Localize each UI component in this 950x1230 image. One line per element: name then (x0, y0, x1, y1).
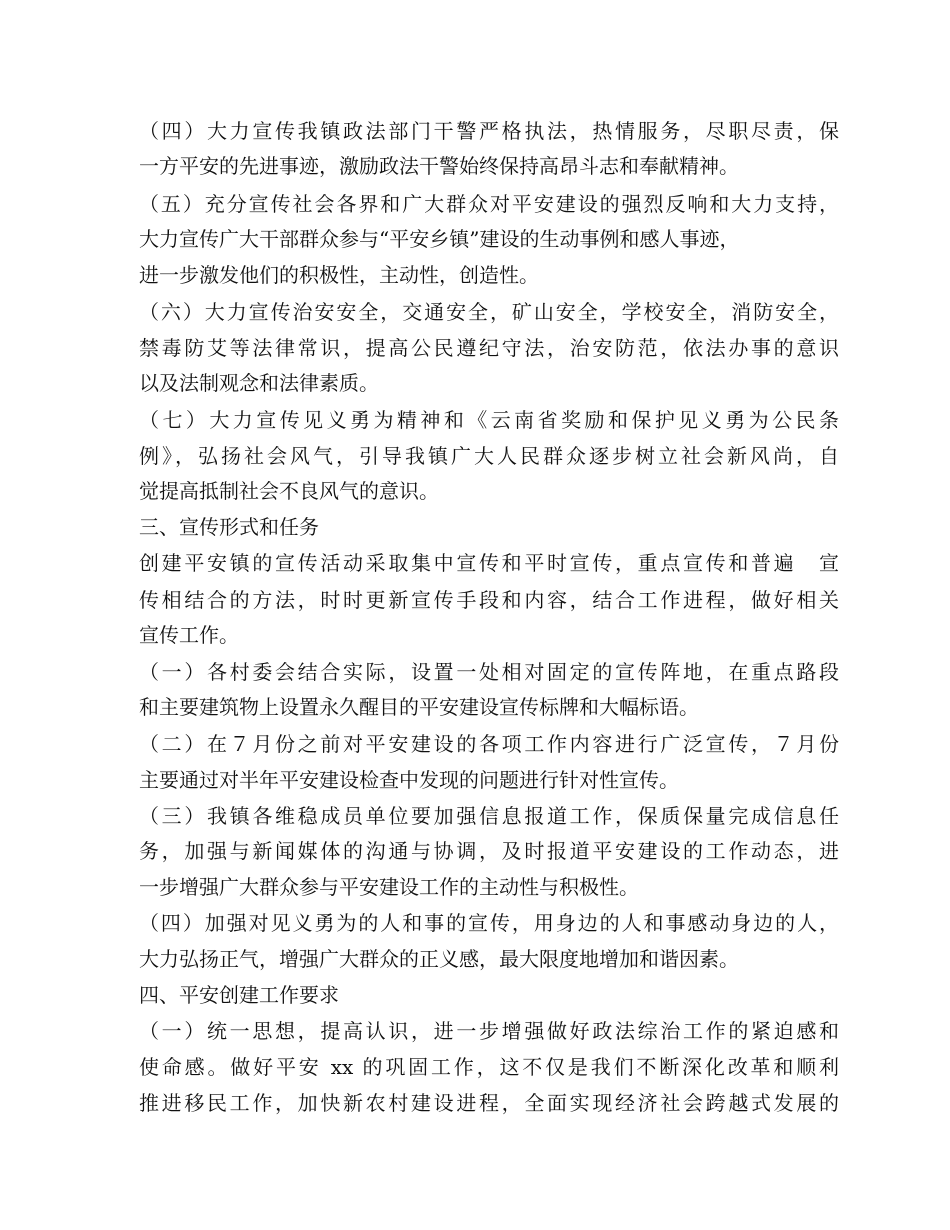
text-line: （二）在７月份之前对平安建设的各项工作内容进行广泛宣传，７月份 (139, 732, 839, 756)
text-line: （七）大力宣传见义勇为精神和《云南省奖励和保护见义勇为公民条 (139, 408, 839, 432)
text-line: 使命感。做好平安 xx 的巩固工作，这不仅是我们不断深化改革和顺利 (139, 1055, 839, 1079)
text-line: 宣传工作。 (139, 623, 239, 647)
text-line: （一）统一思想，提高认识，进一步增强做好政法综治工作的紧迫感和 (139, 1019, 839, 1043)
text-line: 以及法制观念和法律素质。 (139, 371, 379, 395)
text-line: （四）大力宣传我镇政法部门干警严格执法，热情服务，尽职尽责，保 (139, 119, 839, 143)
text-line: 例》，弘扬社会风气，引导我镇广大人民群众逐步树立社会新风尚，自 (139, 444, 839, 468)
text-line: 传相结合的方法，时时更新宣传手段和内容，结合工作进程，做好相关 (139, 588, 839, 612)
text-line: （六）大力宣传治安安全，交通安全，矿山安全，学校安全，消防安全， (139, 300, 839, 324)
text-line: （三）我镇各维稳成员单位要加强信息报道工作，保质保量完成信息任 (139, 804, 839, 828)
text-line: （五）充分宣传社会各界和广大群众对平安建设的强烈反响和大力支持， (139, 192, 839, 216)
text-line: 一方平安的先进事迹，激励政法干警始终保持高昂斗志和奉献精神。 (139, 154, 739, 178)
text-line: 和主要建筑物上设置永久醒目的平安建设宣传标牌和大幅标语。 (139, 695, 699, 719)
section-heading: 四、平安创建工作要求 (139, 983, 339, 1007)
text-line: 创建平安镇的宣传活动采取集中宣传和平时宣传，重点宣传和普遍 宣 (139, 551, 839, 575)
text-line: 一步增强广大群众参与平安建设工作的主动性与积极性。 (139, 875, 639, 899)
section-heading: 三、宣传形式和任务 (139, 515, 319, 539)
text-line: 进一步激发他们的积极性，主动性，创造性。 (139, 263, 539, 287)
text-line: （四）加强对见义勇为的人和事的宣传，用身边的人和事感动身边的人， (139, 911, 839, 935)
text-line: 务，加强与新闻媒体的沟通与协调，及时报道平安建设的工作动态，进 (139, 839, 839, 863)
text-line: 觉提高抵制社会不良风气的意识。 (139, 479, 439, 503)
text-line: 禁毒防艾等法律常识，提高公民遵纪守法，治安防范，依法办事的意识 (139, 336, 839, 360)
text-line: 大力宣传广大干部群众参与“平安乡镇”建设的生动事例和感人事迹， (139, 227, 740, 251)
text-line: （一）各村委会结合实际，设置一处相对固定的宣传阵地，在重点路段 (139, 660, 839, 684)
text-line: 推进移民工作，加快新农村建设进程，全面实现经济社会跨越式发展的 (139, 1091, 839, 1115)
text-line: 主要通过对半年平安建设检查中发现的问题进行针对性宣传。 (139, 768, 679, 792)
text-line: 大力弘扬正气，增强广大群众的正义感，最大限度地增加和谐因素。 (139, 947, 739, 971)
